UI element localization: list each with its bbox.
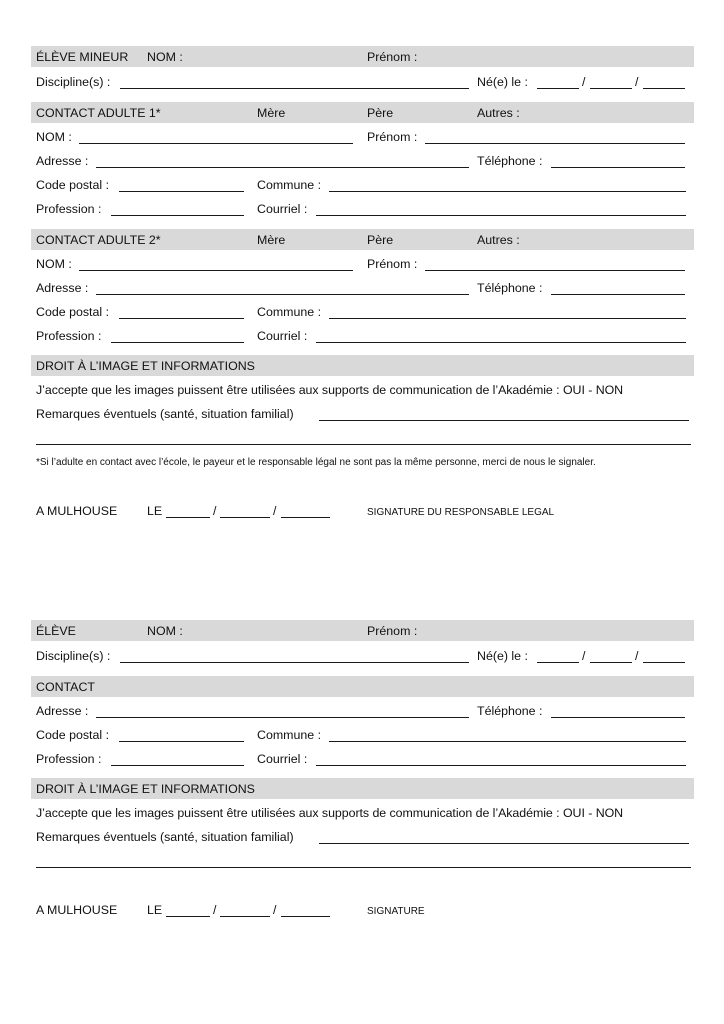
adult-header-band xyxy=(31,620,694,641)
contact2-telephone-field[interactable] xyxy=(551,294,685,295)
rights1-title: DROIT À L’IMAGE ET INFORMATIONS xyxy=(36,359,255,373)
minor-header-band xyxy=(31,46,694,67)
contact-telephone-label: Téléphone : xyxy=(477,704,543,718)
contact1-nom-label: NOM : xyxy=(36,130,72,144)
sign1-month-field[interactable] xyxy=(220,517,270,518)
minor-discipline-field[interactable] xyxy=(120,88,469,89)
sign2-month-field[interactable] xyxy=(220,916,270,917)
rights2-remarks-label: Remarques éventuels (santé, situation familial) xyxy=(36,830,294,844)
contact2-commune-field[interactable] xyxy=(329,318,686,319)
contact-cp-label: Code postal : xyxy=(36,728,110,742)
contact-courriel-field[interactable] xyxy=(316,765,686,766)
contact1-telephone-field[interactable] xyxy=(551,167,685,168)
contact2-nom-label: NOM : xyxy=(36,257,72,271)
rights1-remarks-label: Remarques éventuels (santé, situation familial) xyxy=(36,407,294,421)
sign1-year-field[interactable] xyxy=(281,517,330,518)
rights2-remarks-field-2[interactable] xyxy=(36,867,691,868)
contact2-autres-option[interactable]: Autres : xyxy=(477,233,520,247)
adult-birth-year-field[interactable] xyxy=(643,662,685,663)
contact-profession-field[interactable] xyxy=(111,765,244,766)
minor-discipline-label: Discipline(s) : xyxy=(36,75,111,89)
sign1-le-label: LE xyxy=(147,504,163,518)
contact2-telephone-label: Téléphone : xyxy=(477,281,543,295)
minor-birth-year-field[interactable] xyxy=(643,88,685,89)
rights2-accept-text[interactable]: J’accepte que les images puissent être utilisées aux supports de communication de l’Akadémie : OUI - NON xyxy=(36,806,624,820)
contact2-mere-option[interactable]: Mère xyxy=(257,233,286,247)
contact1-prenom-label: Prénom : xyxy=(367,130,418,144)
adult-birth-day-field[interactable] xyxy=(537,662,579,663)
sign2-slash-2: / xyxy=(273,903,277,917)
contact-adresse-label: Adresse : xyxy=(36,704,89,718)
adult-slash-2: / xyxy=(635,649,639,663)
sign1-signature-label: SIGNATURE DU RESPONSABLE LEGAL xyxy=(367,507,555,518)
contact-commune-field[interactable] xyxy=(329,741,686,742)
contact1-mere-option[interactable]: Mère xyxy=(257,106,286,120)
contact-telephone-field[interactable] xyxy=(551,717,685,718)
contact1-courriel-label: Courriel : xyxy=(257,202,308,216)
contact2-courriel-label: Courriel : xyxy=(257,329,308,343)
minor-birth-day-field[interactable] xyxy=(537,88,579,89)
contact2-nom-field[interactable] xyxy=(79,270,353,271)
sign2-signature-label: SIGNATURE xyxy=(367,906,425,917)
contact-adresse-field[interactable] xyxy=(96,717,469,718)
sign1-day-field[interactable] xyxy=(166,517,210,518)
sign1-city: A MULHOUSE xyxy=(36,504,118,518)
adult-discipline-field[interactable] xyxy=(120,662,469,663)
contact1-prenom-field[interactable] xyxy=(425,143,685,144)
rights2-title: DROIT À L’IMAGE ET INFORMATIONS xyxy=(36,782,255,796)
contact2-courriel-field[interactable] xyxy=(316,342,686,343)
rights1-remarks-field[interactable] xyxy=(319,420,689,421)
contact1-pere-option[interactable]: Père xyxy=(367,106,394,120)
contact1-commune-label: Commune : xyxy=(257,178,322,192)
contact2-profession-field[interactable] xyxy=(111,342,244,343)
adult-prenom-label: Prénom : xyxy=(367,624,418,638)
contact-commune-label: Commune : xyxy=(257,728,322,742)
contact2-prenom-field[interactable] xyxy=(425,270,685,271)
rights1-remarks-field-2[interactable] xyxy=(36,444,691,445)
contact2-commune-label: Commune : xyxy=(257,305,322,319)
contact1-cp-label: Code postal : xyxy=(36,178,110,192)
sign2-year-field[interactable] xyxy=(281,916,330,917)
contact1-courriel-field[interactable] xyxy=(316,215,686,216)
contact2-cp-field[interactable] xyxy=(119,318,244,319)
minor-slash-2: / xyxy=(635,75,639,89)
sign2-city: A MULHOUSE xyxy=(36,903,118,917)
sign1-slash-2: / xyxy=(273,504,277,518)
minor-birthdate-label: Né(e) le : xyxy=(477,75,528,89)
minor-nom-label: NOM : xyxy=(147,50,183,64)
contact1-autres-option[interactable]: Autres : xyxy=(477,106,520,120)
contact1-commune-field[interactable] xyxy=(329,191,686,192)
contact1-profession-label: Profession : xyxy=(36,202,102,216)
sign2-day-field[interactable] xyxy=(166,916,210,917)
contact1-profession-field[interactable] xyxy=(111,215,244,216)
contact1-adresse-field[interactable] xyxy=(96,167,469,168)
contact1-cp-field[interactable] xyxy=(119,191,244,192)
contact1-nom-field[interactable] xyxy=(79,143,353,144)
contact2-title: CONTACT ADULTE 2* xyxy=(36,233,161,247)
sign1-slash-1: / xyxy=(213,504,217,518)
contact2-profession-label: Profession : xyxy=(36,329,102,343)
contact1-title: CONTACT ADULTE 1* xyxy=(36,106,161,120)
contact-header-band xyxy=(31,676,694,697)
minor-title: ÉLÈVE MINEUR xyxy=(36,50,129,64)
minor-birth-month-field[interactable] xyxy=(590,88,632,89)
adult-birthdate-label: Né(e) le : xyxy=(477,649,528,663)
contact2-prenom-label: Prénom : xyxy=(367,257,418,271)
contact2-adresse-field[interactable] xyxy=(96,294,469,295)
contact2-adresse-label: Adresse : xyxy=(36,281,89,295)
rights2-remarks-field[interactable] xyxy=(319,843,689,844)
adult-discipline-label: Discipline(s) : xyxy=(36,649,111,663)
guardian-note: *Si l’adulte en contact avec l’école, le payeur et le responsable légal ne sont pas la même personne, merci de nous le signaler. xyxy=(36,457,596,468)
contact1-telephone-label: Téléphone : xyxy=(477,154,543,168)
contact-title: CONTACT xyxy=(36,680,95,694)
contact-courriel-label: Courriel : xyxy=(257,752,308,766)
contact-cp-field[interactable] xyxy=(119,741,244,742)
minor-prenom-label: Prénom : xyxy=(367,50,418,64)
rights1-accept-text[interactable]: J’accepte que les images puissent être utilisées aux supports de communication de l’Akadémie : OUI - NON xyxy=(36,383,624,397)
contact2-pere-option[interactable]: Père xyxy=(367,233,394,247)
adult-title: ÉLÈVE xyxy=(36,624,76,638)
adult-slash-1: / xyxy=(582,649,586,663)
contact2-cp-label: Code postal : xyxy=(36,305,110,319)
adult-birth-month-field[interactable] xyxy=(590,662,632,663)
contact-profession-label: Profession : xyxy=(36,752,102,766)
minor-slash-1: / xyxy=(582,75,586,89)
adult-nom-label: NOM : xyxy=(147,624,183,638)
contact1-adresse-label: Adresse : xyxy=(36,154,89,168)
sign2-slash-1: / xyxy=(213,903,217,917)
sign2-le-label: LE xyxy=(147,903,163,917)
